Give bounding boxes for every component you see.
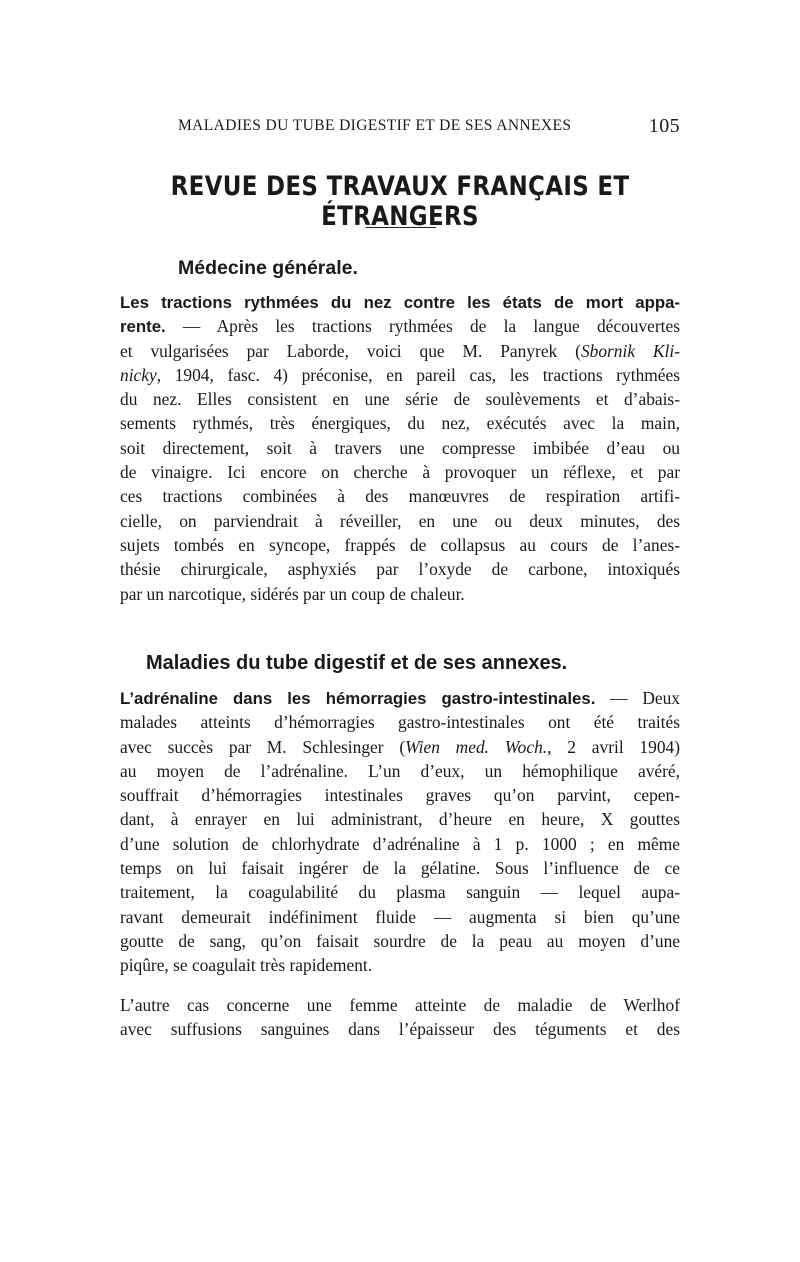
text-line: et vulgarisées par Laborde, voici que M. Panyrek (Sbornik Kli- — [120, 340, 680, 361]
text-line: sujets tombés en syncope, frappés de collapsus au cours de l’anes- — [120, 534, 680, 555]
text-line: malades atteints d’hémorragies gastro-intestinales ont été traités — [120, 712, 680, 733]
text-line: goutte de sang, qu’on faisait sourdre de la peau au moyen d’une — [120, 930, 680, 951]
text-line: L’autre cas concerne une femme atteinte de maladie de Werlhof — [120, 995, 680, 1015]
text-line: piqûre, se coagulait très rapidement. — [120, 955, 373, 976]
paragraph-werlhof — [120, 993, 680, 1042]
section-heading-maladies-tube-digestif: Maladies du tube digestif et de ses annexes. — [146, 652, 568, 674]
text-line: avec succès par M. Schlesinger (Wien med. Woch., 2 avril 1904) — [120, 736, 680, 757]
text-line: traitement, la coagulabilité du plasma sanguin — lequel aupa- — [120, 882, 680, 903]
text-line: ces tractions combinées à des manœuvres de respiration artifi- — [120, 486, 680, 507]
paragraph-tractions-rythmees — [120, 290, 680, 606]
text-line: ravant demeurait indéfiniment fluide — augmenta si bien qu’une — [120, 906, 680, 927]
title-rule — [366, 227, 436, 228]
section-heading-medecine-generale: Médecine générale. — [178, 257, 358, 279]
text-line: cielle, on parviendrait à réveiller, en une ou deux minutes, des — [120, 510, 680, 531]
text-line: souffrait d’hémorragies intestinales graves qu’on parvint, cepen- — [120, 785, 680, 806]
text-line: dant, à enrayer en lui administrant, d’heure en heure, X gouttes — [120, 809, 680, 830]
page-number: 105 — [648, 115, 680, 137]
text-line: du nez. Elles consistent en une série de soulèvements et d’abais- — [120, 389, 680, 410]
text-line: rente. — Après les tractions rythmées de la langue découvertes — [120, 316, 680, 337]
text-line: au moyen de l’adrénaline. L’un d’eux, un hémophilique avéré, — [120, 760, 680, 781]
running-head — [120, 117, 680, 137]
text-line: soit directement, soit à travers une compresse imbibée d’eau ou — [120, 437, 680, 458]
running-title: MALADIES DU TUBE DIGESTIF ET DE SES ANNEXES — [178, 117, 572, 134]
text-line: sements rythmés, très énergiques, du nez, exécutés avec la main, — [120, 413, 680, 434]
text-line: de vinaigre. Ici encore on cherche à provoquer un réflexe, et par — [120, 462, 680, 483]
main-title: REVUE DES TRAVAUX FRANÇAIS ET ÉTRANGERS — [170, 172, 630, 232]
text-line: Les tractions rythmées du nez contre les états de mort appa- — [120, 293, 680, 312]
text-line: thésie chirurgicale, asphyxiés par l’oxyde de carbone, intoxiqués — [120, 559, 680, 580]
text-line: avec suffusions sanguines dans l’épaisseur des téguments et des — [120, 1019, 680, 1040]
text-line: L’adrénaline dans les hémorragies gastro-intestinales. — Deux — [120, 688, 680, 708]
text-line: d’une solution de chlorhydrate d’adrénaline à 1 p. 1000 ; en même — [120, 833, 680, 854]
text-line: par un narcotique, sidérés par un coup de chaleur. — [120, 583, 465, 604]
paragraph-adrenaline — [120, 686, 680, 978]
text-line: temps on lui faisait ingérer de la gélatine. Sous l’influence de ce — [120, 858, 680, 879]
text-line: nicky, 1904, fasc. 4) préconise, en pareil cas, les tractions rythmées — [120, 364, 680, 385]
